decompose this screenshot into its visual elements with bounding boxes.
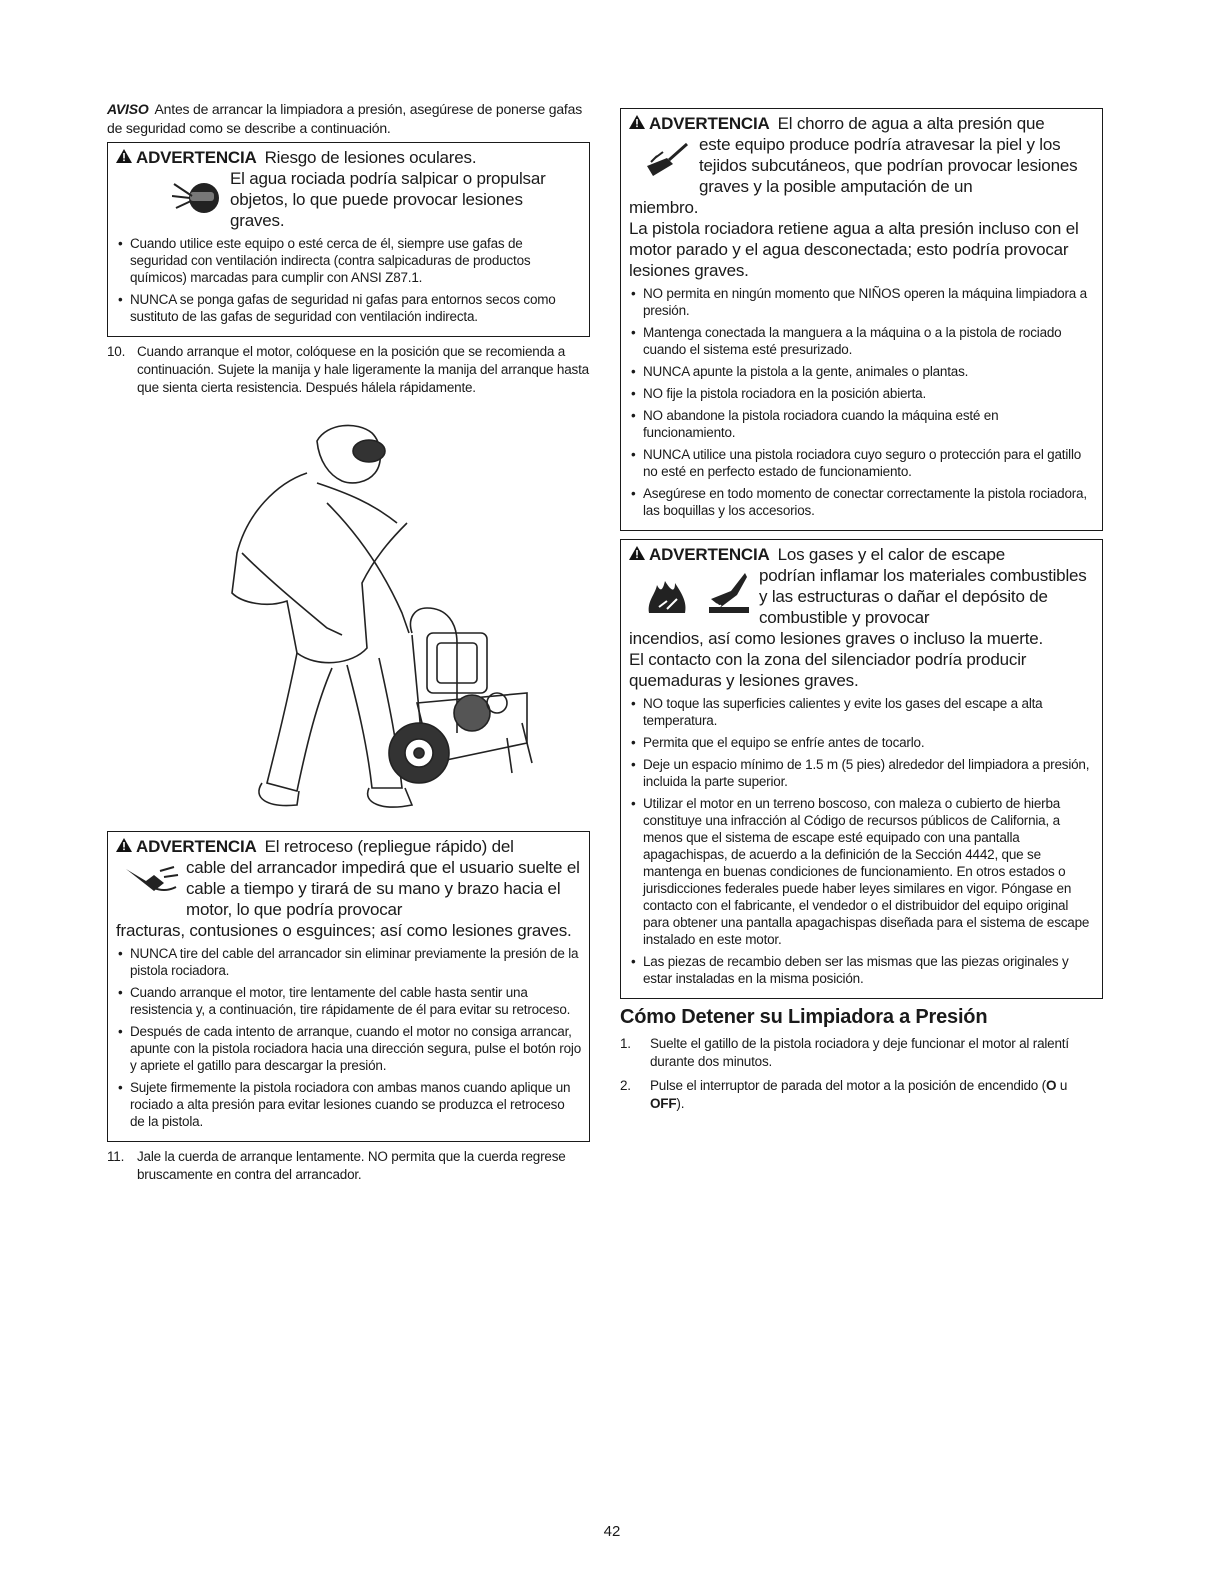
step-number: 1. xyxy=(620,1036,631,1051)
jet-warning-list xyxy=(629,285,1094,519)
jet-warning-para: La pistola rociadora retiene agua a alta presión incluso con el motor parado y el agua desconectada; esto podría provocar lesiones graves. xyxy=(629,219,1079,280)
jet-warning-text: este equipo produce podría atravesar la piel y los tejidos subcutáneos, que podrían provocar lesiones graves y la posible amputación de un xyxy=(699,135,1078,196)
step-number: 10. xyxy=(107,344,126,359)
list-item: • NUNCA se ponga gafas de seguridad ni gafas para entornos secos como sustituto de las gafas de seguridad con ventilación indirecta. xyxy=(116,291,581,325)
exhaust-warning-list xyxy=(629,695,1094,987)
stop-step-1 xyxy=(620,1035,1103,1071)
exhaust-warning-para: El contacto con la zona del silenciador podría producir quemaduras y lesiones graves. xyxy=(629,650,1027,690)
injection-hazard-icon xyxy=(643,140,693,189)
list-item: • Cuando utilice este equipo o esté cerca de él, siempre use gafas de seguridad con ventilación indirecta (contra salpicaduras de productos químicos) marcadas para cumplir con ANSI Z87.1. xyxy=(116,235,581,286)
warning-headline: Los gases y el calor de escape xyxy=(777,545,1006,564)
section-title: Cómo Detener su Limpiadora a Presión xyxy=(620,1006,988,1028)
list-item: • NO permita en ningún momento que NIÑOS operen la máquina limpiadora a presión. xyxy=(629,285,1094,319)
step-text-b: u xyxy=(1056,1078,1068,1093)
list-item: • Mantenga conectada la manguera a la máquina o a la pistola de rociado cuando el sistema esté presurizado. xyxy=(629,324,1094,358)
eye-warning-text: El agua rociada podría salpicar o propulsar objetos, lo que puede provocar lesiones graves. xyxy=(230,169,546,230)
aviso-text: Antes de arrancar la limpiadora a presión, asegúrese de ponerse gafas de seguridad como se describe a continuación. xyxy=(107,101,582,136)
kickback-warning-head xyxy=(116,836,581,857)
warning-headline: El retroceso (repliegue rápido) del xyxy=(264,837,514,856)
list-item: • Las piezas de recambio deben ser las mismas que las piezas originales y estar instaladas en la misma posición. xyxy=(629,953,1094,987)
warning-label: ADVERTENCIA xyxy=(649,114,770,133)
list-item: • Después de cada intento de arranque, cuando el motor no consiga arrancar, apunte con la pistola rociadora hacia una dirección segura, pulse el botón rojo y apriete el gatillo para descargar la presión. xyxy=(116,1023,581,1074)
step-text: Cuando arranque el motor, colóquese en la posición que se recomienda a continuación. Sujete la manija y hale ligeramente la manija del arranque hasta que sienta cierta resistencia. Después hálela rápidamente. xyxy=(137,344,589,395)
step-text: Jale la cuerda de arranque lentamente. NO permita que la cuerda regrese bruscamente en contra del arrancador. xyxy=(137,1149,566,1182)
step-text: Suelte el gatillo de la pistola rociadora y deje funcionar el motor al ralentí durante dos minutos. xyxy=(650,1036,1069,1069)
list-item: • Sujete firmemente la pistola rociadora con ambas manos cuando aplique un rociado a alta presión para evitar lesiones cuando se produzca el retroceso de la pistola. xyxy=(116,1079,581,1130)
list-item: • Utilizar el motor en un terreno boscoso, con maleza o cubierto de hierba constituye una infracción al Código de recursos públicos de California, a menos que el sistema de escape esté equipado con una pantalla apagachispas, de acuerdo a la definición de la Sección 4442, que se mantenga en buenas condiciones de funcionamiento. En otros estados o jurisdicciones federales puede haber leyes similares en vigor. Póngase en contacto con el fabricante, el vendedor o el distribuidor del equipo original para obtener una pantalla apagachispas diseñada para el sistema de escape instalado en este motor. xyxy=(629,795,1094,948)
step-number: 11. xyxy=(107,1149,125,1164)
step-10 xyxy=(107,343,590,397)
eye-warning-list xyxy=(116,235,581,325)
kickback-icon xyxy=(124,861,180,906)
jet-warning-head xyxy=(629,113,1094,134)
page-number: 42 xyxy=(603,1523,621,1540)
list-item: • NUNCA tire del cable del arrancador sin eliminar previamente la presión de la pistola rociadora. xyxy=(116,945,581,979)
list-item: • Deje un espacio mínimo de 1.5 m (5 pies) alrededor del limpiadora a presión, incluida la parte superior. xyxy=(629,756,1094,790)
stop-step-2 xyxy=(620,1077,1103,1113)
kickback-warning-box xyxy=(107,831,590,1142)
list-item: • Asegúrese en todo momento de conectar correctamente la pistola rociadora, las boquillas y los accesorios. xyxy=(629,485,1094,519)
exhaust-warning-head xyxy=(629,544,1094,565)
left-column xyxy=(107,100,590,1190)
warning-headline: Riesgo de lesiones oculares. xyxy=(264,148,477,167)
jet-warning-box xyxy=(620,108,1103,531)
warning-triangle-icon xyxy=(116,836,132,857)
exhaust-warning-box xyxy=(620,539,1103,999)
step-text-a: Pulse el interruptor de parada del motor a la posición de encendido ( xyxy=(650,1078,1046,1093)
list-item: • NO fije la pistola rociadora en la posición abierta. xyxy=(629,385,1094,402)
step-text xyxy=(650,1077,1103,1113)
off-label: OFF xyxy=(650,1096,677,1111)
list-item: • NUNCA utilice una pistola rociadora cuyo seguro o protección para el gatillo no esté en perfecto estado de funcionamiento. xyxy=(629,446,1094,480)
list-item: • NUNCA apunte la pistola a la gente, animales o plantas. xyxy=(629,363,1094,380)
list-item: • NO abandone la pistola rociadora cuando la máquina esté en funcionamiento. xyxy=(629,407,1094,441)
jet-warning-cont: miembro. xyxy=(629,198,699,217)
kickback-warning-list xyxy=(116,945,581,1130)
eye-warning-row xyxy=(116,168,581,231)
exhaust-warning-row xyxy=(629,565,1094,628)
exhaust-warning-cont: incendios, así como lesiones graves o incluso la muerte. xyxy=(629,629,1044,648)
exhaust-warning-text: podrían inflamar los materiales combustibles y las estructuras o dañar el depósito de combustible y provocar xyxy=(759,566,1087,627)
warning-triangle-icon xyxy=(629,113,645,134)
list-item: • Permita que el equipo se enfríe antes de tocarlo. xyxy=(629,734,1094,751)
off-symbol: O xyxy=(1045,1078,1057,1093)
warning-label: ADVERTENCIA xyxy=(136,837,257,856)
goggles-icon xyxy=(172,174,224,221)
warning-label: ADVERTENCIA xyxy=(136,148,257,167)
person-starting-pressure-washer-illustration xyxy=(157,403,537,823)
right-column xyxy=(620,108,1103,1119)
eye-warning-box xyxy=(107,142,590,337)
aviso-note xyxy=(107,100,590,138)
hot-surface-icon xyxy=(705,569,753,620)
list-item: • Cuando arranque el motor, tire lentamente del cable hasta sentir una resistencia y, a continuación, tire rápidamente de él para evitar su retroceso. xyxy=(116,984,581,1018)
warning-triangle-icon xyxy=(629,544,645,565)
warning-headline: El chorro de agua a alta presión que xyxy=(777,114,1045,133)
list-item: • NO toque las superficies calientes y evite los gases del escape a alta temperatura. xyxy=(629,695,1094,729)
warning-label: ADVERTENCIA xyxy=(649,545,770,564)
warning-triangle-icon xyxy=(116,147,132,168)
kickback-warning-row xyxy=(116,857,581,920)
kickback-warning-text: cable del arrancador impedirá que el usuario suelte el cable a tiempo y tirará de su mano y brazo hacia el motor, lo que podría provocar xyxy=(186,858,580,919)
kickback-warning-cont: fracturas, contusiones o esguinces; así como lesiones graves. xyxy=(116,921,572,940)
step-11 xyxy=(107,1148,590,1184)
step-number: 2. xyxy=(620,1078,631,1093)
step-text-c: ). xyxy=(676,1096,685,1111)
fire-icon xyxy=(645,573,689,620)
aviso-lead: AVISO xyxy=(107,101,149,117)
eye-warning-head xyxy=(116,147,581,168)
jet-warning-row xyxy=(629,134,1094,197)
